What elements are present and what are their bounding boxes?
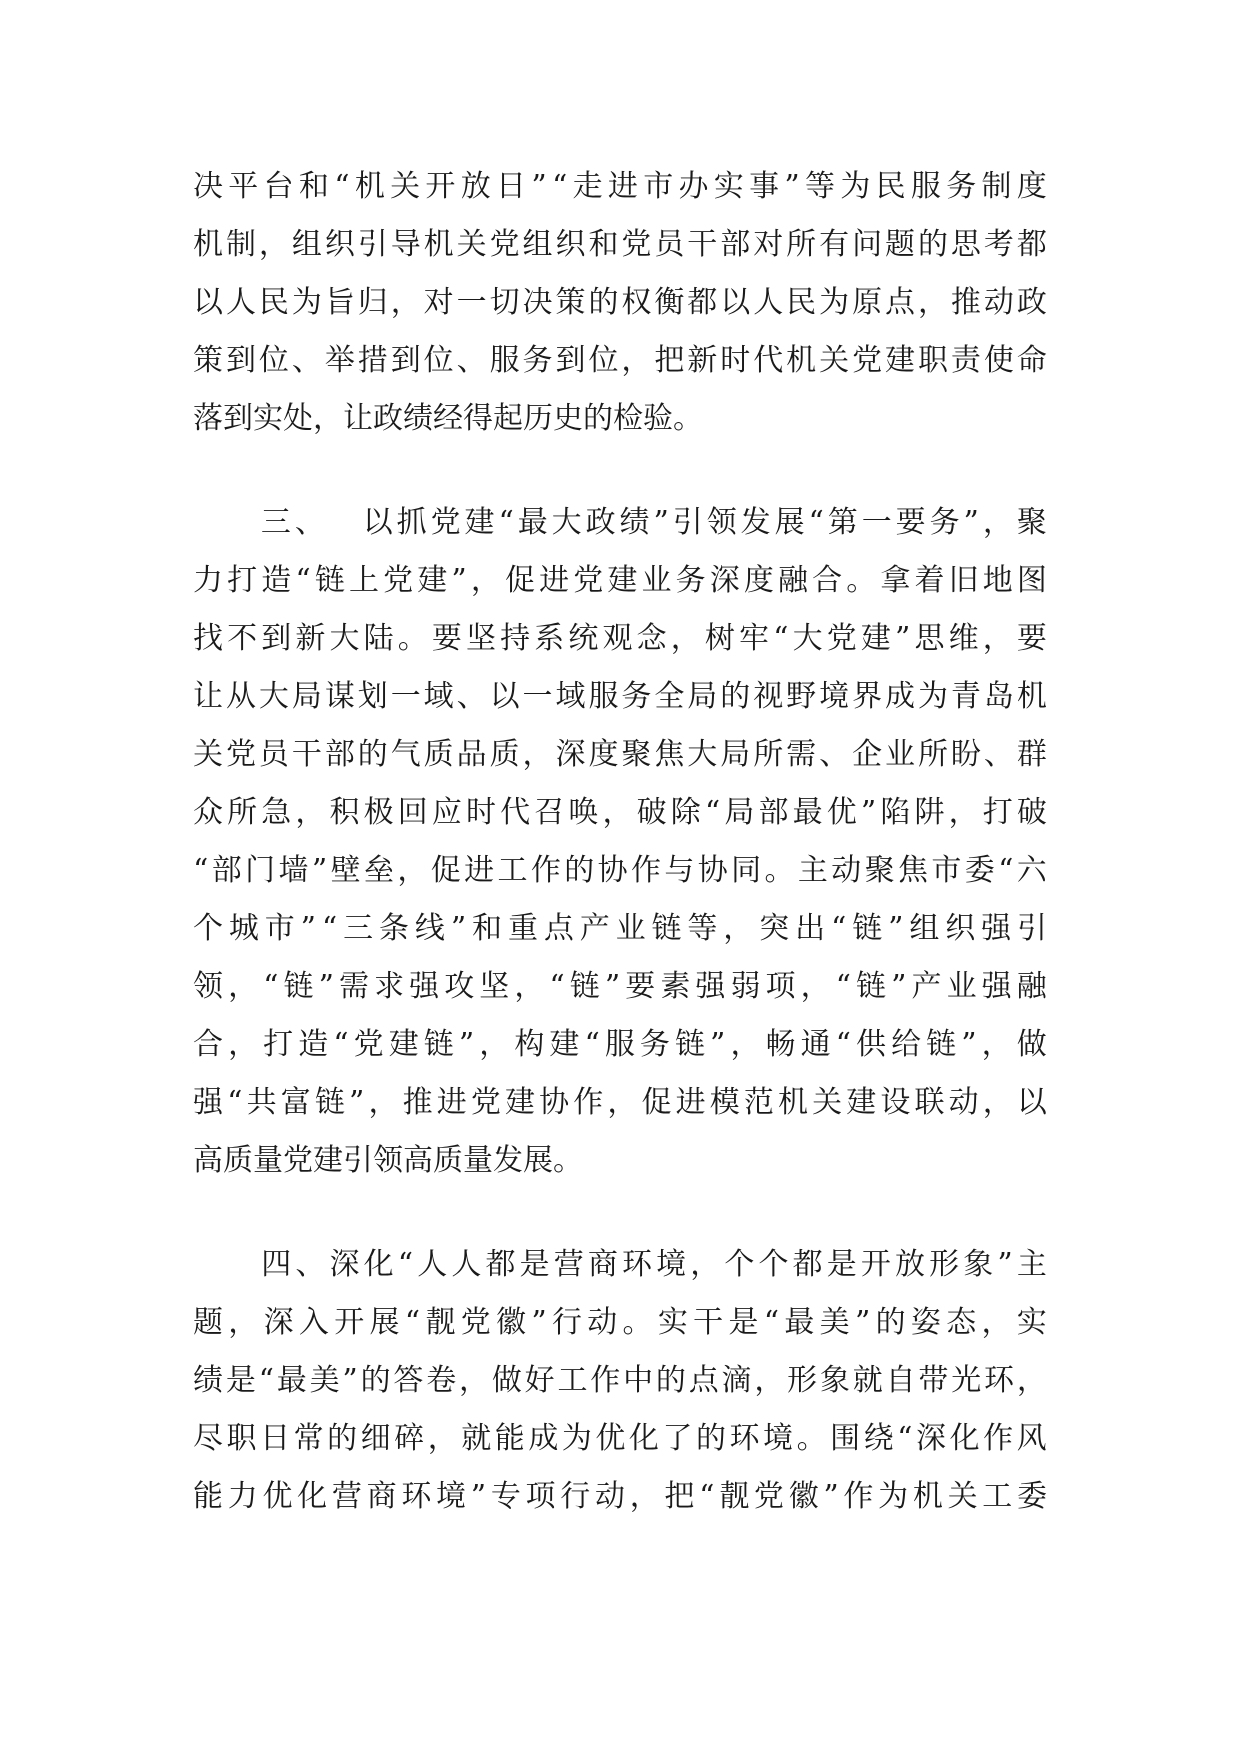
- text-line: 领 ， “ 链 ” 需 求 强 攻 坚 ， “ 链 ” 要 素 强 弱 项 ， “ 链 ” 产 业 强 融: [193, 969, 1047, 1004]
- text-line: “ 部 门 墙 ” 壁 垒 ， 促 进 工 作 的 协 作 与 协 同 。 主 动 聚 焦 市 委 “ 六: [193, 853, 1047, 888]
- paragraph: [193, 494, 1047, 1190]
- text-line: 关 党 员 干 部 的 气 质 品 质 ， 深 度 聚 焦 大 局 所 需 、 企 业 所 盼 、 群: [193, 737, 1047, 772]
- text-line: 机 制 ， 组 织 引 导 机 关 党 组 织 和 党 员 干 部 对 所 有 问 题 的 思 考 都: [193, 227, 1047, 262]
- text-line: 强 “ 共 富 链 ” ， 推 进 党 建 协 作 ， 促 进 模 范 机 关 建 设 联 动 ， 以: [193, 1085, 1047, 1120]
- document-body: [193, 158, 1047, 1526]
- text-line: 众 所 急 ， 积 极 回 应 时 代 召 唤 ， 破 除 “ 局 部 最 优 ” 陷 阱 ， 打 破: [193, 795, 1047, 830]
- text-line: 让 从 大 局 谋 划 一 域 、 以 一 域 服 务 全 局 的 视 野 境 界 成 为 青 岛 机: [193, 679, 1047, 714]
- text-line: 尽 职 日 常 的 细 碎 ， 就 能 成 为 优 化 了 的 环 境 。 围 绕 “ 深 化 作 风: [193, 1421, 1047, 1456]
- text-line: 绩 是 “ 最 美 ” 的 答 卷 ， 做 好 工 作 中 的 点 滴 ， 形 象 就 自 带 光 环 ，: [193, 1363, 1047, 1398]
- text-line: 策 到 位 、 举 措 到 位 、 服 务 到 位 ， 把 新 时 代 机 关 党 建 职 责 使 命: [193, 343, 1047, 378]
- text-line: 四 、 深 化 “ 人 人 都 是 营 商 环 境 ， 个 个 都 是 开 放 形 象 ” 主: [261, 1247, 1047, 1282]
- text-line: 决 平 台 和 “ 机 关 开 放 日 ” “ 走 进 市 办 实 事 ” 等 为 民 服 务 制 度: [193, 169, 1047, 204]
- text-line: 落到实处，让政绩经得起历史的检验。: [193, 401, 703, 436]
- text-line: 力 打 造 “ 链 上 党 建 ” ， 促 进 党 建 业 务 深 度 融 合 。 拿 着 旧 地 图: [193, 563, 1047, 598]
- paragraph: [193, 1236, 1047, 1526]
- paragraph-spacer: [193, 448, 1047, 494]
- text-line: 找 不 到 新 大 陆 。 要 坚 持 系 统 观 念 ， 树 牢 “ 大 党 建 ” 思 维 ， 要: [193, 621, 1047, 656]
- text-line: 合 ， 打 造 “ 党 建 链 ” ， 构 建 “ 服 务 链 ” ， 畅 通 “ 供 给 链 ” ， 做: [193, 1027, 1047, 1062]
- paragraph: [193, 158, 1047, 448]
- text-line: 个 城 市 ” “ 三 条 线 ” 和 重 点 产 业 链 等 ， 突 出 “ 链 ” 组 织 强 引: [193, 911, 1047, 946]
- text-line: 三 、 以 抓 党 建 “ 最 大 政 绩 ” 引 领 发 展 “ 第 一 要 务 ” ， 聚: [260, 505, 1047, 540]
- paragraph-spacer: [193, 1190, 1047, 1236]
- text-line: 题 ， 深 入 开 展 “ 靓 党 徽 ” 行 动 。 实 干 是 “ 最 美 ” 的 姿 态 ， 实: [193, 1305, 1047, 1340]
- paragraph-container: [193, 158, 1047, 1526]
- text-line: 能 力 优 化 营 商 环 境 ” 专 项 行 动 ， 把 “ 靓 党 徽 ” 作 为 机 关 工 委: [193, 1479, 1047, 1514]
- text-line: 高质量党建引领高质量发展。: [193, 1143, 583, 1178]
- text-line: 以 人 民 为 旨 归 ， 对 一 切 决 策 的 权 衡 都 以 人 民 为 原 点 ， 推 动 政: [193, 285, 1047, 320]
